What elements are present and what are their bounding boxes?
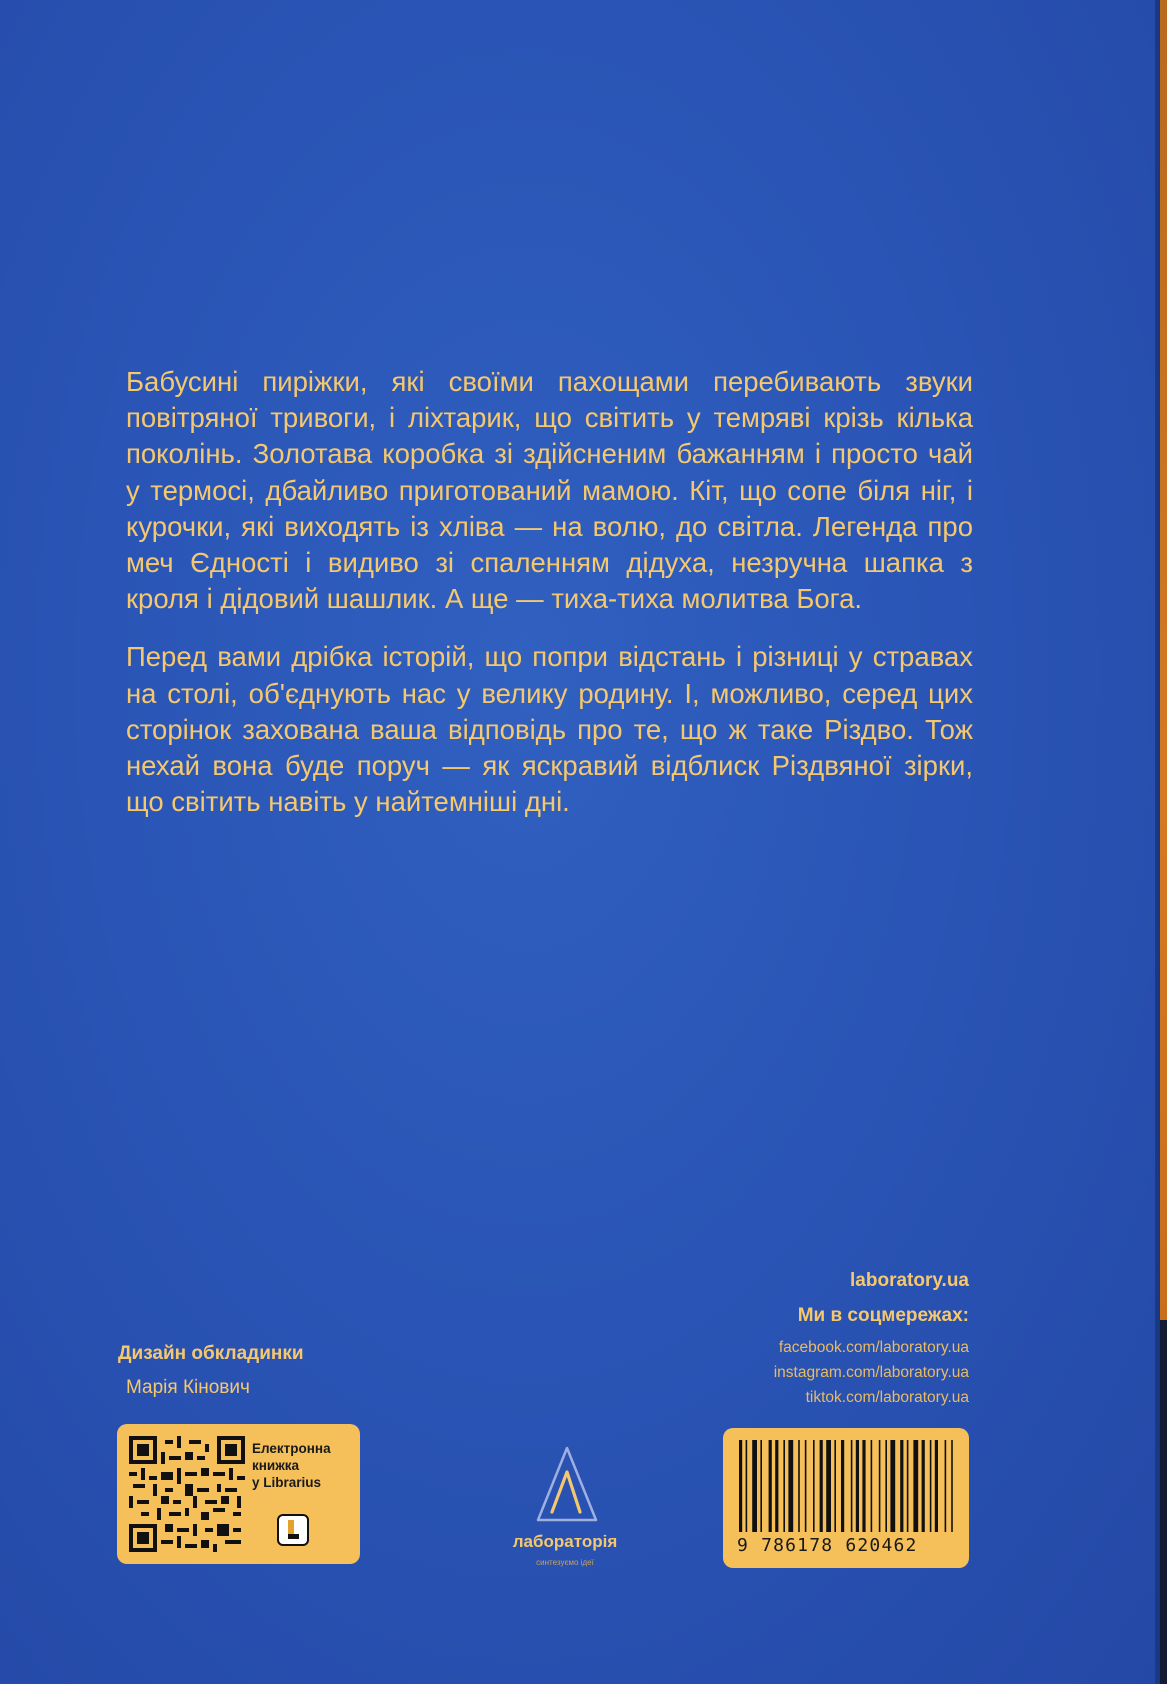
lambda-triangle-icon [530,1440,604,1528]
publisher-slogan: синтезуємо ідеї [536,1558,594,1567]
barcode-bar [922,1440,925,1532]
barcode-bar [885,1440,887,1532]
publisher-site-link[interactable]: laboratory.ua [850,1270,969,1291]
barcode-bar [951,1440,953,1532]
barcode-bar [890,1440,895,1532]
barcode-bar [805,1440,807,1532]
barcode-bar [752,1440,757,1532]
barcode-bar [841,1440,844,1532]
barcode-bar [746,1440,748,1532]
cover-designer-name: Марія Кінович [126,1377,250,1398]
barcode-bar [907,1440,909,1532]
barcode-bar [739,1440,742,1532]
barcode-bar [879,1440,881,1532]
librarius-l-icon [277,1514,309,1546]
barcode-bar [813,1440,815,1532]
barcode-bar [871,1440,873,1532]
barcode-label [723,1428,969,1568]
ebook-line-2: книжка [252,1458,300,1473]
barcode-bar [788,1440,793,1532]
book-blurb [126,364,973,842]
barcode-bar [783,1440,785,1532]
barcode-bar [945,1440,947,1532]
barcode-bar [769,1440,772,1532]
barcode-bar [798,1440,800,1532]
ebook-line-3: у Librarius [252,1475,322,1490]
barcode-bar [900,1440,903,1532]
facebook-link[interactable]: facebook.com/laboratory.ua [778,1339,969,1356]
barcode-bar [862,1440,865,1532]
barcode-bar [856,1440,859,1532]
social-links [774,1335,969,1410]
ebook-label-text [252,1440,354,1491]
instagram-link[interactable]: instagram.com/laboratory.ua [773,1364,969,1381]
barcode-bar [775,1440,778,1532]
tiktok-link[interactable]: tiktok.com/laboratory.ua [805,1389,969,1406]
orange-edge [1160,0,1167,1320]
barcode-bar [826,1440,831,1532]
blurb-paragraph-1: Бабусині пиріжки, які своїми пахощами перебивають звуки повітряної тривоги, і ліхтарик, що світить у темряві крізь кілька поколінь. Золотава коробка зі здійсненим бажанням і просто чай у термосі, дбайливо приготований мамою. Кіт, що сопе біля ніг, і курочки, які виходять із хліва — на волю, до світла. Легенда про меч Єдності і видиво зі спаленням дідуха, незручна шапка з кроля і дідовий шашлик. А ще — тиха-тиха молитва Бога. [126,366,973,615]
isbn-number: 9 786178 620462 [737,1535,918,1556]
ebook-line-1: Електронна [252,1441,331,1456]
social-title: Ми в соцмережах: [797,1305,969,1326]
barcode-bar [820,1440,823,1532]
barcode-bar [913,1440,918,1532]
cover-design-title: Дизайн обкладинки [118,1343,304,1364]
qr-code-icon[interactable] [129,1436,245,1552]
blurb-paragraph-2: Перед вами дрібка історій, що попри відстань і різниці у стравах на столі, об'єднують нас у велику родину. І, можливо, серед цих сторінок захована ваша відповідь про те, що ж таке Різдво. Тож нехай вона буде поруч — як яскравий відблиск Різдвяної зірки, що світить навіть у найтемніші дні. [126,641,973,818]
dark-edge [1160,1320,1167,1684]
publisher-logo [460,1430,670,1570]
barcode-bar [851,1440,853,1532]
barcode-bar [834,1440,836,1532]
ebook-qr-label[interactable] [117,1424,360,1564]
barcode-bar [930,1440,932,1532]
barcode-icon [737,1440,955,1532]
barcode-bar [935,1440,938,1532]
barcode-bar [760,1440,762,1532]
publisher-name: лабораторія [512,1532,618,1551]
